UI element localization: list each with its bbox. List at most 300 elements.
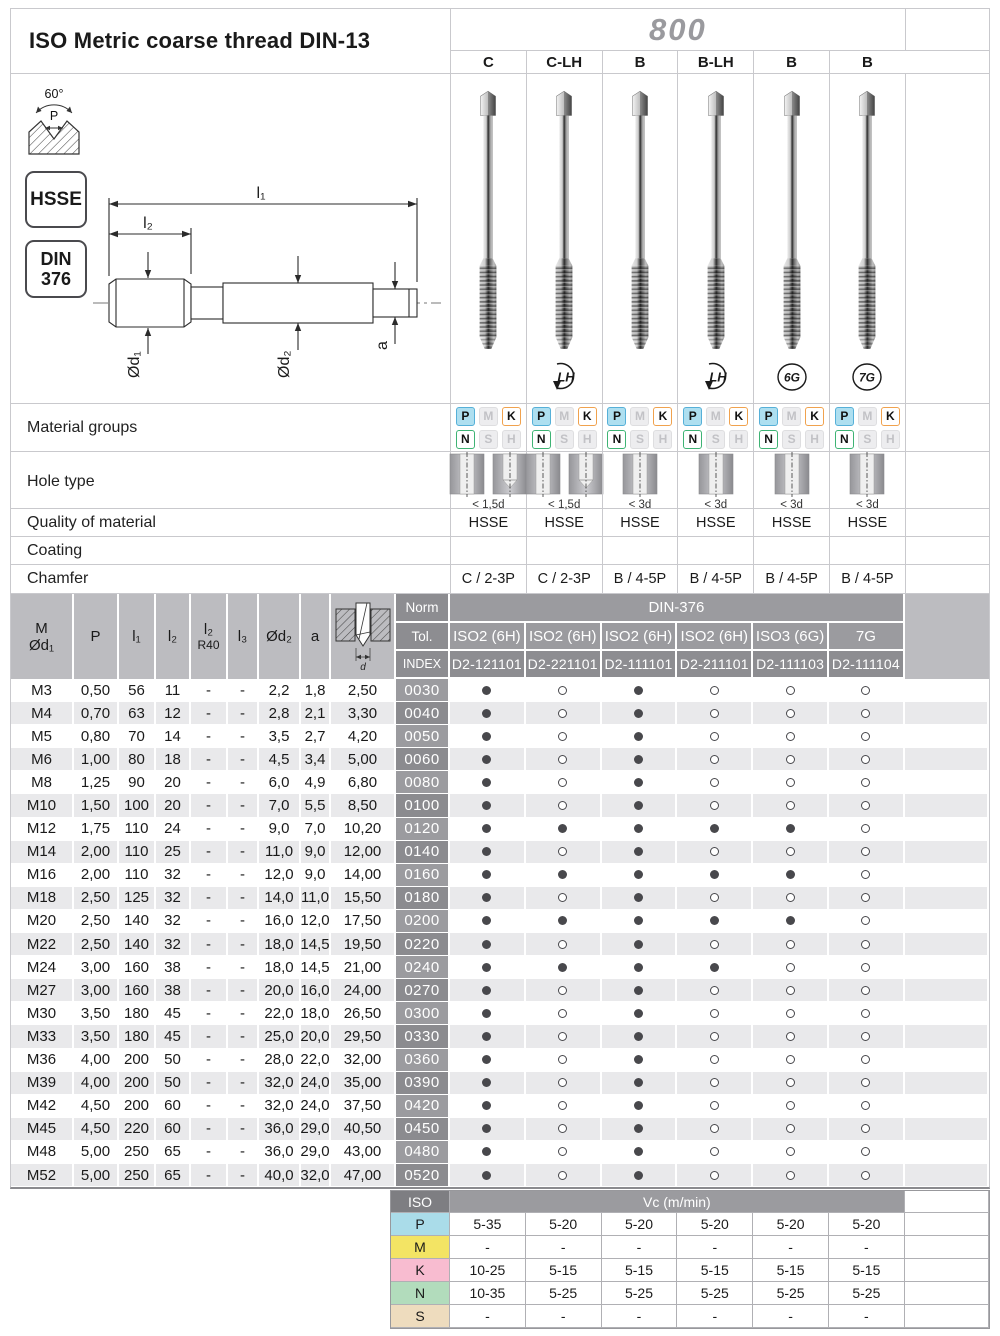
available-dot-open (558, 940, 567, 949)
availability-cell (526, 818, 602, 841)
available-dot-open (786, 1124, 795, 1133)
availability-cell (829, 1072, 905, 1095)
available-dot-filled (634, 1055, 643, 1064)
l2-r40-value: - (191, 956, 228, 979)
index-cell: 0140 (396, 841, 450, 864)
l3-value: - (228, 1002, 259, 1025)
col-header-p: P (74, 594, 119, 679)
a-value: 32,0 (301, 1164, 331, 1187)
l3-value: - (228, 1072, 259, 1095)
available-dot-open (710, 893, 719, 902)
tap-photo (840, 87, 894, 359)
tolerance-value: ISO3 (6G) (753, 623, 829, 651)
a-value: 16,0 (301, 979, 331, 1002)
l2-r40-value: - (191, 1164, 228, 1187)
available-dot-filled (482, 870, 491, 879)
col-header-l1: l₁ (119, 594, 156, 679)
filler-cell (905, 725, 989, 748)
filler-cell (905, 565, 989, 593)
available-dot-filled (482, 709, 491, 718)
coating-value (602, 537, 678, 564)
l2-value: 45 (156, 1002, 191, 1025)
available-dot-open (786, 1055, 795, 1064)
quality-text: HSSE (847, 514, 888, 531)
d2-value: 36,0 (259, 1118, 301, 1141)
availability-cell (677, 1164, 753, 1187)
table-row (11, 1025, 989, 1048)
table-row (11, 818, 989, 841)
availability-cell (526, 794, 602, 817)
chamfer-value (602, 565, 678, 593)
available-dot-open (710, 778, 719, 787)
availability-cell (753, 979, 829, 1002)
filler-cell (905, 841, 989, 864)
availability-cell (526, 979, 602, 1002)
availability-cell (829, 818, 905, 841)
hole-depth-label: < 1,5d (472, 499, 505, 511)
page-title: ISO Metric coarse thread DIN-13 (29, 28, 371, 53)
availability-cell (829, 887, 905, 910)
material-badge-n: N (683, 430, 702, 449)
material-badge-h: H (653, 430, 672, 449)
l3-value: - (228, 979, 259, 1002)
quality-value (526, 509, 602, 536)
filler-cell (905, 452, 989, 511)
availability-cell (753, 1049, 829, 1072)
l3-value: - (228, 887, 259, 910)
chamfer-value (753, 565, 829, 593)
drill-diameter: 19,50 (331, 933, 396, 956)
material-badges-cell (677, 404, 753, 451)
m-size: M27 (11, 979, 74, 1002)
pitch: 1,00 (74, 748, 119, 771)
table-row (11, 702, 989, 725)
availability-cell (753, 818, 829, 841)
index-cell: 0300 (396, 1002, 450, 1025)
available-dot-open (861, 686, 870, 695)
l3-value: - (228, 1025, 259, 1048)
available-dot-filled (482, 801, 491, 810)
l2-value: 32 (156, 887, 191, 910)
hole-type-cell (829, 452, 905, 511)
d2-value: 18,0 (259, 956, 301, 979)
l1-value: 200 (119, 1049, 156, 1072)
l2-value: 14 (156, 725, 191, 748)
availability-cell (753, 841, 829, 864)
material-badge-m: M (479, 407, 498, 426)
l2-value: 25 (156, 841, 191, 864)
availability-cell (450, 725, 526, 748)
index-cell: 0360 (396, 1049, 450, 1072)
l3-value: - (228, 1095, 259, 1118)
available-dot-open (786, 709, 795, 718)
vc-value: - (450, 1305, 526, 1328)
l1-value: 56 (119, 679, 156, 702)
m-size: M20 (11, 910, 74, 933)
pitch: 1,25 (74, 771, 119, 794)
availability-cell (602, 1095, 678, 1118)
availability-cell (450, 818, 526, 841)
index-code-header: D2-111104 (829, 651, 905, 679)
available-dot-open (786, 1009, 795, 1018)
l3-value: - (228, 1141, 259, 1164)
table-row (11, 1002, 989, 1025)
l1-value: 125 (119, 887, 156, 910)
a-value: 29,0 (301, 1141, 331, 1164)
hole-type-cell (602, 452, 678, 511)
through-hole-icon (774, 452, 810, 498)
left-hand-rotation-icon (693, 360, 739, 394)
l2-value: 24 (156, 818, 191, 841)
l2-value: 60 (156, 1118, 191, 1141)
cutting-speed-table (390, 1190, 990, 1329)
a-value: 3,4 (301, 748, 331, 771)
vc-iso-group-n: N (391, 1282, 450, 1305)
available-dot-open (710, 755, 719, 764)
svg-text:a: a (374, 341, 391, 350)
available-dot-open (558, 1009, 567, 1018)
available-dot-filled (482, 1078, 491, 1087)
vc-value: 5-15 (526, 1259, 602, 1282)
filler-cell (905, 74, 989, 403)
thread-profile-icon (25, 82, 91, 158)
availability-cell (602, 1141, 678, 1164)
availability-cell (753, 725, 829, 748)
availability-cell (450, 1141, 526, 1164)
availability-cell (602, 841, 678, 864)
available-dot-filled (482, 732, 491, 741)
filler-cell (905, 1002, 989, 1025)
material-badge-p: P (759, 407, 778, 426)
table-row (11, 748, 989, 771)
d2-value: 40,0 (259, 1164, 301, 1187)
material-groups-label: Material groups (27, 418, 138, 436)
svg-text:P: P (49, 109, 59, 123)
through-hole-icon (622, 452, 658, 498)
vc-value: 5-25 (677, 1282, 753, 1305)
available-dot-filled (482, 893, 491, 902)
index-cell: 0120 (396, 818, 450, 841)
availability-cell (753, 933, 829, 956)
l2-r40-value: - (191, 864, 228, 887)
filler-cell (905, 1072, 989, 1095)
coating-label: Coating (27, 541, 83, 559)
through-hole-icon (525, 452, 561, 498)
l2-r40-value: - (191, 748, 228, 771)
available-dot-open (558, 1147, 567, 1156)
availability-cell (450, 864, 526, 887)
available-dot-open (710, 1101, 719, 1110)
vc-value: - (677, 1236, 753, 1259)
m-size: M45 (11, 1118, 74, 1141)
blind-hole-icon (568, 452, 604, 498)
availability-cell (602, 1025, 678, 1048)
m-size: M42 (11, 1095, 74, 1118)
available-dot-open (861, 1009, 870, 1018)
available-dot-open (861, 940, 870, 949)
available-dot-filled (482, 1101, 491, 1110)
availability-cell (677, 933, 753, 956)
col-header-a: a (301, 594, 331, 679)
available-dot-open (710, 1009, 719, 1018)
vc-value: 5-25 (753, 1282, 829, 1305)
through-hole-icon (698, 452, 734, 498)
filler-cell (905, 910, 989, 933)
available-dot-filled (634, 1078, 643, 1087)
vc-iso-group-p: P (391, 1213, 450, 1236)
col-header-d2: Ød₂ (259, 594, 301, 679)
index-cell: 0520 (396, 1164, 450, 1187)
availability-cell (753, 1118, 829, 1141)
col-header-l3: l₃ (228, 594, 259, 679)
available-dot-open (558, 755, 567, 764)
l2-r40-value: - (191, 841, 228, 864)
availability-cell (450, 748, 526, 771)
col-header-l2r-bottom: R40 (197, 638, 220, 652)
material-badge-h: H (502, 430, 521, 449)
available-dot-filled (482, 1147, 491, 1156)
vc-value: - (829, 1305, 905, 1328)
available-dot-filled (710, 824, 719, 833)
material-badge-h: H (578, 430, 597, 449)
availability-cell (450, 702, 526, 725)
table-row (11, 864, 989, 887)
drill-diameter: 6,80 (331, 771, 396, 794)
available-dot-filled (482, 778, 491, 787)
filler-cell (905, 771, 989, 794)
l2-r40-value: - (191, 910, 228, 933)
vc-value: 5-25 (829, 1282, 905, 1305)
din-badge-line1: DIN (40, 249, 72, 269)
availability-cell (829, 1002, 905, 1025)
l2-value: 11 (156, 679, 191, 702)
availability-cell (526, 910, 602, 933)
l3-value: - (228, 1118, 259, 1141)
m-size: M52 (11, 1164, 74, 1187)
vc-value: 5-20 (677, 1213, 753, 1236)
l2-value: 32 (156, 933, 191, 956)
l2-value: 38 (156, 956, 191, 979)
available-dot-filled (482, 1124, 491, 1133)
l1-value: 63 (119, 702, 156, 725)
vc-value: - (450, 1236, 526, 1259)
available-dot-filled (786, 916, 795, 925)
hsse-badge (25, 171, 87, 228)
l2-value: 20 (156, 794, 191, 817)
a-value: 2,1 (301, 702, 331, 725)
availability-cell (753, 864, 829, 887)
material-badges (456, 407, 521, 449)
l2-value: 45 (156, 1025, 191, 1048)
l2-r40-value: - (191, 1141, 228, 1164)
tolerance-class-icon (849, 361, 885, 393)
l2-r40-value: - (191, 1002, 228, 1025)
drill-diameter: 29,50 (331, 1025, 396, 1048)
availability-cell (677, 979, 753, 1002)
available-dot-open (786, 1101, 795, 1110)
pitch: 2,00 (74, 841, 119, 864)
available-dot-open (558, 1124, 567, 1133)
pitch: 3,50 (74, 1002, 119, 1025)
availability-cell (753, 1164, 829, 1187)
hole-type-cell (450, 452, 526, 511)
badge-row (456, 430, 521, 449)
badge-row (607, 407, 672, 426)
material-badges (683, 407, 748, 449)
material-badge-n: N (607, 430, 626, 449)
index-cell: 0080 (396, 771, 450, 794)
svg-text:6G: 6G (783, 370, 800, 385)
availability-cell (450, 1049, 526, 1072)
available-dot-open (786, 893, 795, 902)
l2-r40-value: - (191, 1118, 228, 1141)
available-dot-open (558, 1032, 567, 1041)
quality-label: Quality of material (27, 513, 156, 531)
availability-cell (753, 771, 829, 794)
available-dot-open (786, 686, 795, 695)
availability-cell (526, 956, 602, 979)
l1-value: 110 (119, 818, 156, 841)
l2-r40-value: - (191, 679, 228, 702)
vc-value: 5-15 (602, 1259, 678, 1282)
d2-value: 12,0 (259, 864, 301, 887)
drill-diameter: 12,00 (331, 841, 396, 864)
l2-value: 65 (156, 1164, 191, 1187)
available-dot-filled (482, 824, 491, 833)
available-dot-open (786, 1171, 795, 1180)
availability-cell (450, 1072, 526, 1095)
tolerance-value: ISO2 (6H) (677, 623, 753, 651)
available-dot-filled (634, 1147, 643, 1156)
pitch: 2,00 (74, 864, 119, 887)
filler-cell (905, 702, 989, 725)
available-dot-filled (558, 963, 567, 972)
l3-value: - (228, 1164, 259, 1187)
filler-cell (905, 887, 989, 910)
hole-type (698, 452, 734, 511)
vc-value: - (677, 1305, 753, 1328)
availability-cell (753, 679, 829, 702)
badge-row (532, 430, 597, 449)
availability-cell (829, 1141, 905, 1164)
badge-row (683, 430, 748, 449)
table-row (11, 1072, 989, 1095)
material-badge-k: K (502, 407, 521, 426)
available-dot-filled (710, 870, 719, 879)
chamfer-value (526, 565, 602, 593)
index-code-header: D2-111101 (602, 651, 678, 679)
d2-value: 36,0 (259, 1141, 301, 1164)
hole-type-cell (753, 452, 829, 511)
badge-row (835, 407, 900, 426)
l1-value: 160 (119, 956, 156, 979)
vc-filler-cell (905, 1259, 989, 1282)
svg-text:LH: LH (709, 369, 727, 385)
l2-value: 32 (156, 910, 191, 933)
d2-value: 7,0 (259, 794, 301, 817)
brand-banner (450, 9, 905, 51)
available-dot-filled (634, 963, 643, 972)
l1-value: 220 (119, 1118, 156, 1141)
coating-value (450, 537, 526, 564)
vc-value: - (829, 1236, 905, 1259)
pitch: 5,00 (74, 1164, 119, 1187)
available-dot-filled (634, 755, 643, 764)
available-dot-open (861, 732, 870, 741)
l2-r40-value: - (191, 933, 228, 956)
d2-value: 25,0 (259, 1025, 301, 1048)
tap-photo (765, 87, 819, 359)
available-dot-open (558, 1078, 567, 1087)
hole-type-cell (677, 452, 753, 511)
available-dot-open (861, 1055, 870, 1064)
l3-value: - (228, 910, 259, 933)
available-dot-open (861, 1032, 870, 1041)
drill-diameter: 21,00 (331, 956, 396, 979)
table-row (11, 956, 989, 979)
pitch: 4,00 (74, 1072, 119, 1095)
availability-cell (526, 1118, 602, 1141)
badge-row (607, 430, 672, 449)
availability-cell (526, 748, 602, 771)
svg-text:Ød₁: Ød₁ (126, 351, 143, 378)
l2-value: 18 (156, 748, 191, 771)
available-dot-filled (634, 824, 643, 833)
type-header-5: B (753, 51, 829, 73)
available-dot-open (786, 755, 795, 764)
available-dot-open (786, 732, 795, 741)
pitch: 0,80 (74, 725, 119, 748)
available-dot-open (861, 963, 870, 972)
availability-cell (829, 979, 905, 1002)
availability-cell (602, 725, 678, 748)
vc-iso-group-s: S (391, 1305, 450, 1328)
material-badge-s: S (555, 430, 574, 449)
pitch: 2,50 (74, 910, 119, 933)
material-badges-cell (829, 404, 905, 451)
m-size: M22 (11, 933, 74, 956)
m-size: M10 (11, 794, 74, 817)
l1-value: 140 (119, 910, 156, 933)
availability-cell (829, 1095, 905, 1118)
availability-cell (602, 1072, 678, 1095)
hole-icons (849, 452, 885, 498)
availability-cell (677, 864, 753, 887)
index-cell: 0240 (396, 956, 450, 979)
table-row (11, 725, 989, 748)
tap-column-5 (753, 74, 829, 403)
available-dot-open (861, 916, 870, 925)
availability-cell (753, 910, 829, 933)
l1-value: 110 (119, 864, 156, 887)
table-row (11, 1141, 989, 1164)
pitch: 0,50 (74, 679, 119, 702)
filler-cell (905, 1025, 989, 1048)
drill-diameter: 10,20 (331, 818, 396, 841)
a-value: 24,0 (301, 1072, 331, 1095)
table-row (11, 771, 989, 794)
availability-cell (677, 1141, 753, 1164)
index-cell: 0420 (396, 1095, 450, 1118)
availability-cell (450, 910, 526, 933)
tolerance-value: ISO2 (6H) (450, 623, 526, 651)
availability-cell (753, 956, 829, 979)
a-value: 14,5 (301, 933, 331, 956)
availability-cell (829, 679, 905, 702)
drill-diameter: 15,50 (331, 887, 396, 910)
vc-value: 10-25 (450, 1259, 526, 1282)
index-cell: 0390 (396, 1072, 450, 1095)
